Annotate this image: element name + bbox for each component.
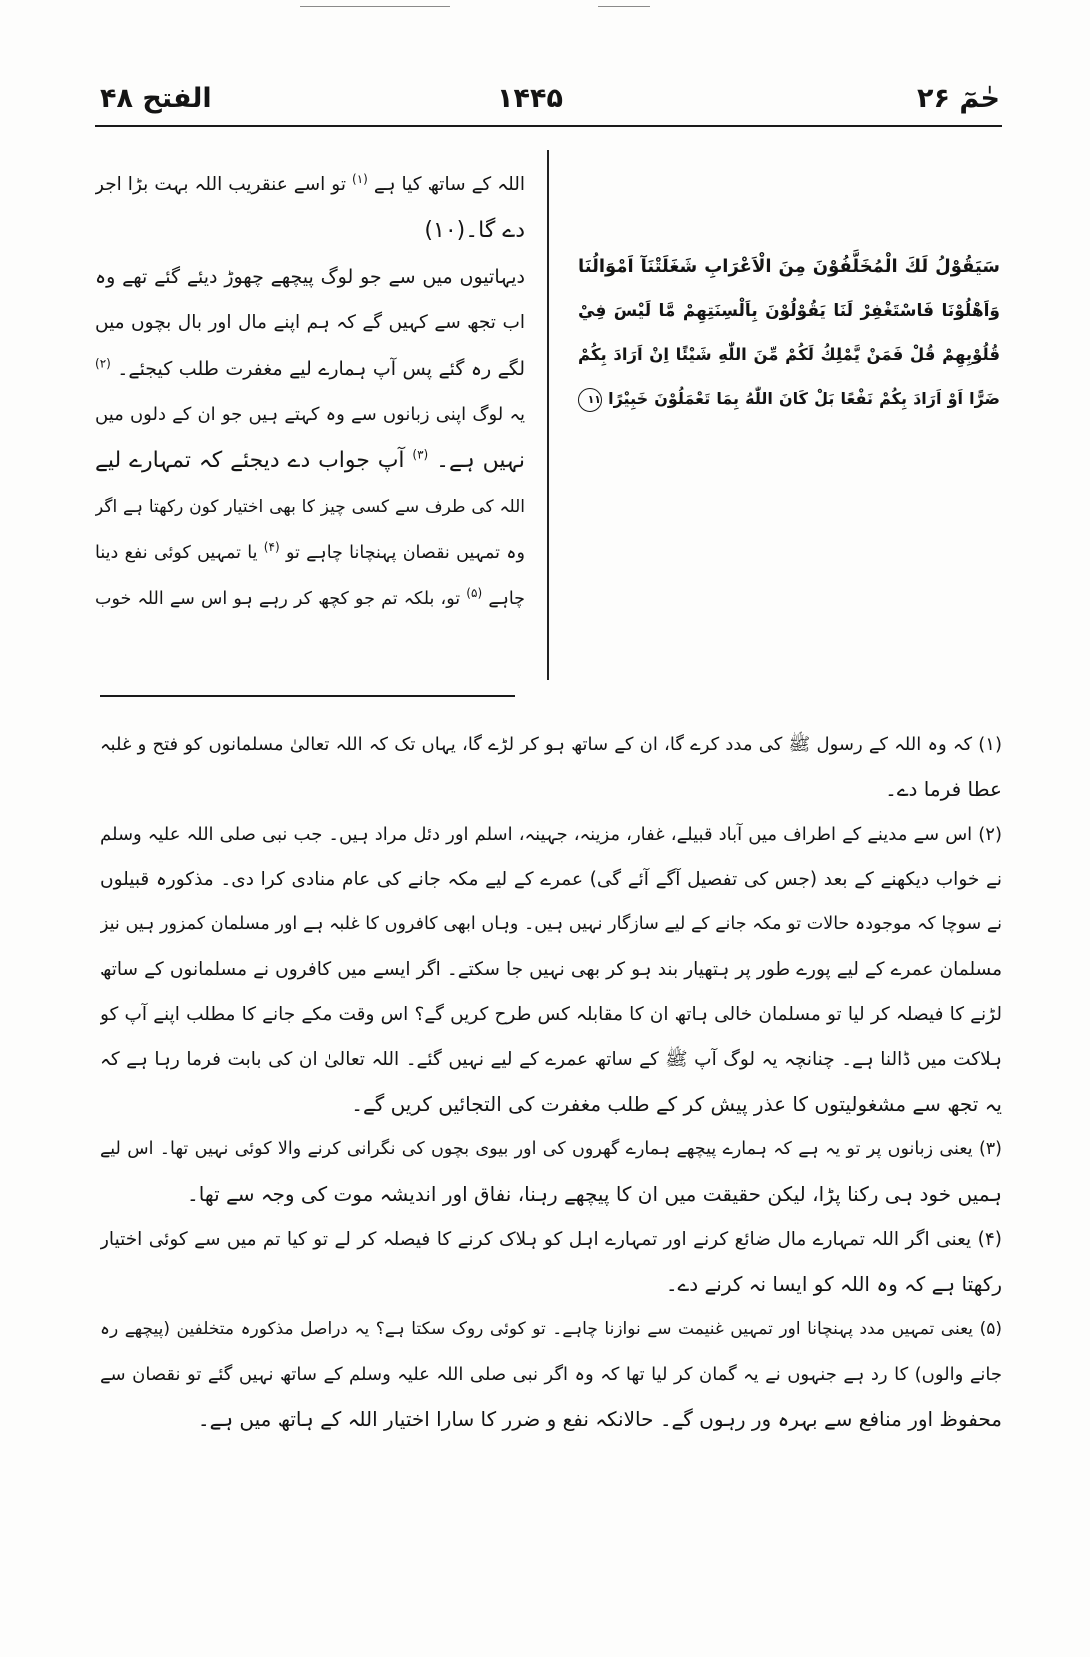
translation-line bbox=[95, 438, 525, 484]
translation-text: اللہ کے ساتھ کیا ہے bbox=[373, 174, 525, 195]
footnote-line bbox=[100, 722, 1002, 767]
header-para-name: حٰمٓ ۲۶ bbox=[916, 83, 1000, 114]
header-rule bbox=[95, 125, 1002, 127]
verse-line: وَاَهْلُوْنَا فَاسْتَغْفِرْ لَنَا يَقُوْلُوْنَ بِاَلْسِنَتِهِمْ مَّا لَيْسَ فِيْ bbox=[578, 301, 1000, 321]
footnote-separator-rule bbox=[100, 695, 515, 697]
footnote-text: یعنی زبانوں پر تو یہ ہے کہ ہمارے پیچھے ہمارے گھروں کی اور بیوی بچوں کی نگرانی کرنے والا کوئی نہیں تھا۔ اس لیے bbox=[100, 1139, 973, 1159]
translation-line bbox=[95, 162, 525, 208]
translation-line bbox=[95, 300, 525, 346]
top-scan-line bbox=[598, 6, 650, 7]
footnote-line bbox=[100, 812, 1002, 857]
footnote-number: (۱) bbox=[978, 734, 1002, 755]
verse-line: سَيَقُوْلُ لَكَ الْمُخَلَّفُوْنَ مِنَ الْاَعْرَابِ شَغَلَتْنَآ اَمْوَالُنَا bbox=[578, 256, 1000, 277]
arabic-verse-column bbox=[578, 245, 1000, 421]
footnote-text: کہ وہ اللہ کے رسول ﷺ کی مدد کرے گا، ان کے ساتھ ہو کر لڑے گا، یہاں تک کہ اللہ تعالیٰ مسلمانوں کو فتح و غلبہ bbox=[100, 734, 973, 755]
footnote-number: (۴) bbox=[977, 1229, 1002, 1250]
footnote-number: (۵) bbox=[979, 1319, 1002, 1339]
column-divider bbox=[547, 150, 549, 680]
footnote-line: مسلمان عمرے کے لیے پورے طور پر ہتھیار بند ہو کر بھی نہیں جا سکتے۔ اگر ایسے میں کافروں نے مسلمانوں کے ساتھ bbox=[100, 959, 1002, 980]
footnote-marker: (۵) bbox=[466, 586, 483, 601]
translation-text: چاہے bbox=[488, 589, 525, 609]
translation-line bbox=[95, 392, 525, 438]
page-number: ۱۴۴۵ bbox=[497, 83, 563, 114]
translation-column bbox=[95, 162, 525, 622]
footnote-text: اس سے مدینے کے اطراف میں آباد قبیلے، غفار، مزینہ، جہینہ، اسلم اور دئل مراد ہیں۔ جب نبی صلی اللہ علیہ وسلم bbox=[100, 824, 973, 845]
footnote-line: نے سوچا کہ موجودہ حالات تو مکہ جانے کے لیے سازگار نہیں ہیں۔ وہاں ابھی کافروں کا غلبہ ہے اور مسلمان کمزور ہیں نیز bbox=[100, 914, 1002, 934]
footnote-line: ہلاکت میں ڈالنا ہے۔ چنانچہ یہ لوگ آپ ﷺ کے ساتھ عمرے کے لیے نہیں گئے۔ اللہ تعالیٰ ان کی بابت فرما رہا ہے کہ bbox=[100, 1049, 1002, 1070]
footnote-text: یعنی تمہیں مدد پہنچانا اور تمہیں غنیمت سے نوازنا چاہے۔ تو کوئی روک سکتا ہے؟ یہ دراصل مذکورہ متخلفین (پیچھے رہ bbox=[100, 1319, 974, 1339]
translation-text: اللہ کی طرف سے کسی چیز کا بھی اختیار کون رکھتا ہے اگر bbox=[95, 497, 525, 517]
translation-text: یہ لوگ اپنی زبانوں سے وہ کہتے ہیں جو ان کے دلوں میں bbox=[95, 404, 525, 425]
translation-text: وہ تمہیں نقصان پہنچانا چاہے تو bbox=[285, 543, 525, 563]
footnote-line bbox=[100, 1217, 1002, 1262]
footnote-line: یہ تجھ سے مشغولیتوں کا عذر پیش کر کے طلب مغفرت کی التجائیں کریں گے۔ bbox=[351, 1092, 1002, 1116]
header-surah-name: الفتح ۴۸ bbox=[100, 83, 212, 114]
footnote-marker: (۱) bbox=[352, 171, 368, 186]
translation-text: تو، بلکہ تم جو کچھ کر رہے ہو اس سے اللہ خوب bbox=[95, 589, 461, 609]
translation-line bbox=[95, 254, 525, 300]
translation-text: نہیں ہے۔ bbox=[436, 448, 525, 473]
translation-text: لگے رہ گئے پس آپ ہمارے لیے مغفرت طلب کیجئے۔ bbox=[117, 358, 525, 380]
translation-line bbox=[95, 208, 525, 254]
footnote-line bbox=[100, 1307, 1002, 1352]
translation-text: اب تجھ سے کہیں گے کہ ہم اپنے مال اور بال بچوں میں bbox=[95, 312, 525, 333]
verse-text: ضَرًّا اَوْ اَرَادَ بِكُمْ نَفْعًا بَلْ كَانَ اللّٰهُ بِمَا تَعْمَلُوْنَ خَبِيْرًا bbox=[608, 389, 1000, 408]
footnote-marker: (۴) bbox=[263, 540, 280, 555]
footnote-number: (۲) bbox=[978, 824, 1002, 845]
top-scan-line bbox=[300, 6, 450, 7]
footnote-line bbox=[100, 1127, 1002, 1172]
translation-text: دیہاتیوں میں سے جو لوگ پیچھے چھوڑ دیئے گئے تھے وہ bbox=[95, 266, 525, 288]
translation-line bbox=[95, 346, 525, 392]
translation-text: یا تمہیں کوئی نفع دینا bbox=[95, 543, 258, 563]
footnote-line: محفوظ اور منافع سے بہرہ ور رہوں گے۔ حالانکہ نفع و ضرر کا سارا اختیار اللہ کے ہاتھ میں ہے۔ bbox=[197, 1407, 1002, 1431]
translation-line bbox=[95, 530, 525, 576]
footnote-line: نے خواب دیکھنے کے بعد (جس کی تفصیل آگے آئے گی) عمرے کے لیے مکہ جانے کی عام منادی کرا دی۔ مذکورہ قبیلوں bbox=[100, 869, 1002, 890]
footnote-line: عطا فرما دے۔ bbox=[885, 777, 1002, 801]
footnotes-section bbox=[100, 722, 1002, 1442]
footnote-line: جانے والوں) کا رد ہے جنہوں نے یہ گمان کر لیا تھا کہ وہ اگر نبی صلی اللہ علیہ وسلم کے ساتھ نہیں گئے تو نقصان سے bbox=[100, 1364, 1002, 1385]
footnote-line: رکھتا ہے کہ وہ اللہ کو ایسا نہ کرنے دے۔ bbox=[665, 1272, 1002, 1296]
footnote-marker: (۳) bbox=[412, 447, 429, 462]
footnote-marker: (۲) bbox=[95, 356, 111, 371]
ayah-number-marker: ۱۱ bbox=[578, 388, 602, 412]
footnote-text: یعنی اگر اللہ تمہارے مال ضائع کرنے اور تمہارے اہل کو ہلاک کرنے کا فیصلہ کر لے تو کیا تم میں سے کوئی اختیار bbox=[100, 1229, 972, 1250]
translation-text: دے گا۔(۱۰) bbox=[424, 218, 525, 243]
footnote-line: لڑنے کا فیصلہ کر لیا تو مسلمان خالی ہاتھ ان کا مقابلہ کس طرح کریں گے؟ اس وقت مکے جانے کا مطلب اپنے آپ کو bbox=[100, 1004, 1002, 1025]
translation-text: تو اسے عنقریب اللہ بہت بڑا اجر bbox=[95, 174, 346, 195]
footnote-line: ہمیں خود ہی رکنا پڑا، لیکن حقیقت میں ان کا پیچھے رہنا، نفاق اور اندیشہ موت کی وجہ سے تھا۔ bbox=[187, 1182, 1002, 1206]
verse-line bbox=[578, 377, 1000, 421]
translation-line bbox=[95, 576, 525, 622]
verse-line: قُلُوْبِهِمْ قُلْ فَمَنْ يَّمْلِكُ لَكُمْ مِّنَ اللّٰهِ شَيْئًا اِنْ اَرَادَ بِكُمْ bbox=[578, 345, 1000, 364]
translation-text: آپ جواب دے دیجئے کہ تمہارے لیے bbox=[95, 448, 405, 473]
translation-line bbox=[95, 484, 525, 530]
footnote-number: (۳) bbox=[978, 1139, 1002, 1159]
